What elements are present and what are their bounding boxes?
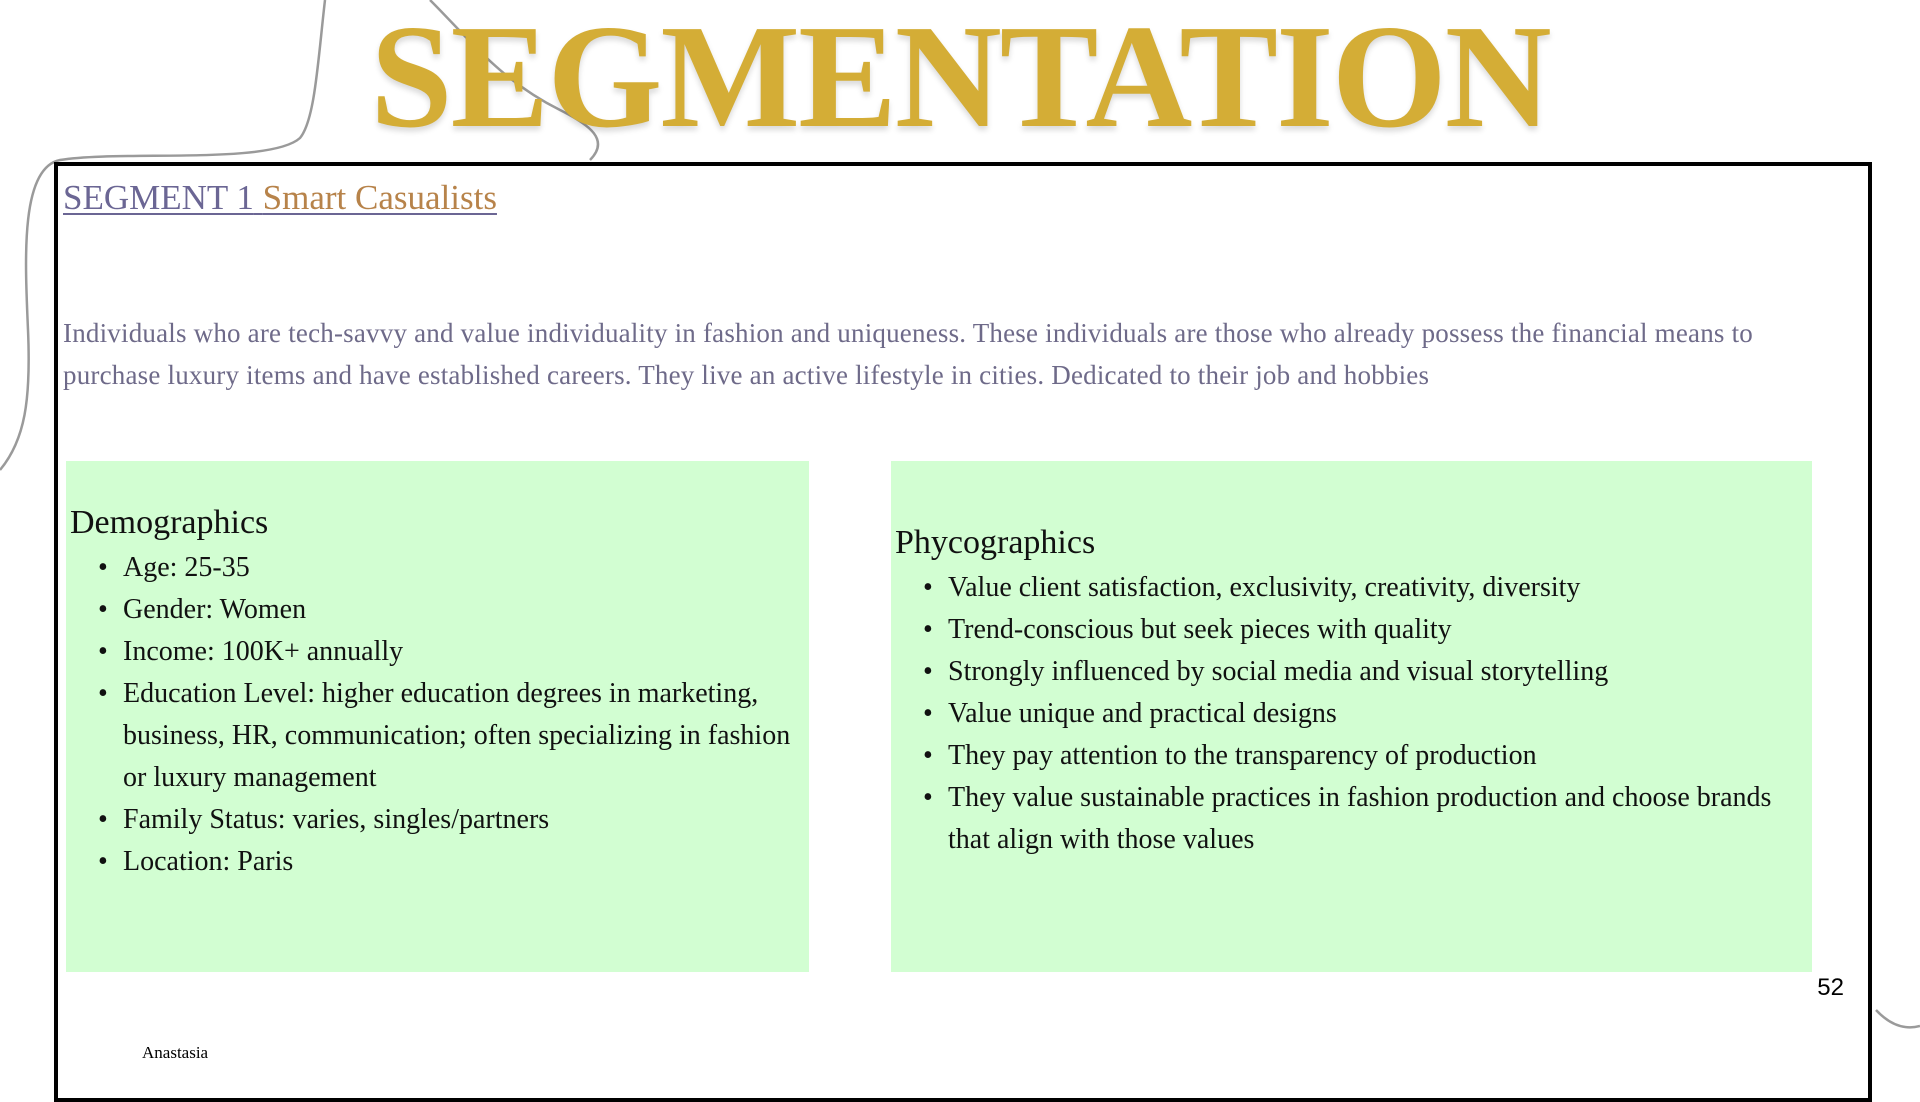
list-item-text: Trend-conscious but seek pieces with quality	[948, 614, 1452, 645]
demographics-panel	[66, 461, 809, 972]
bullet-icon: •	[98, 846, 108, 877]
bullet-icon: •	[923, 656, 933, 687]
bullet-icon: •	[923, 614, 933, 645]
slide-title: SEGMENTATION	[370, 0, 1550, 159]
bullet-icon: •	[98, 594, 108, 625]
page-number: 52	[1817, 974, 1844, 1001]
list-item-text: Family Status: varies, singles/partners	[123, 804, 550, 835]
list-item	[98, 799, 809, 841]
bullet-icon: •	[98, 678, 108, 709]
psychographics-list	[895, 567, 1812, 861]
list-item-text: Income: 100K+ annually	[123, 636, 404, 667]
list-item	[98, 589, 809, 631]
decorative-curve-right	[1876, 1010, 1920, 1027]
list-item-text: Value unique and practical designs	[948, 698, 1337, 729]
list-item	[98, 631, 809, 673]
segment-description: Individuals who are tech-savvy and value individuality in fashion and uniqueness. These individuals are those who already possess the financial means to purchase luxury items and have established careers. They live an active lifestyle in cities. Dedicated to their job and hobbies	[63, 318, 1753, 390]
list-item	[98, 547, 809, 589]
demographics-title: Demographics	[70, 504, 269, 541]
list-item	[923, 693, 1812, 735]
list-item-text: Location: Paris	[123, 846, 294, 877]
list-item-text: Education Level: higher education degrees in marketing, business, HR, communication; often specializing in fashion or luxury management	[123, 678, 791, 793]
author-name: Anastasia	[142, 1043, 209, 1062]
segment-name: Smart Casualists	[262, 178, 497, 217]
list-item	[923, 651, 1812, 693]
psychographics-panel	[891, 461, 1812, 972]
bullet-icon: •	[923, 698, 933, 729]
bullet-icon: •	[98, 552, 108, 583]
bullet-icon: •	[923, 572, 933, 603]
list-item-text: Value client satisfaction, exclusivity, creativity, diversity	[948, 572, 1581, 603]
segment-heading	[63, 176, 497, 220]
bullet-icon: •	[98, 804, 108, 835]
bullet-icon: •	[923, 782, 933, 813]
segment-number-label: SEGMENT 1	[63, 178, 254, 217]
list-item	[923, 609, 1812, 651]
list-item-text: Strongly influenced by social media and visual storytelling	[948, 656, 1609, 687]
list-item	[923, 777, 1812, 861]
list-item	[98, 673, 809, 799]
list-item	[923, 567, 1812, 609]
list-item-text: Age: 25-35	[123, 552, 250, 583]
demographics-list	[70, 547, 809, 883]
list-item	[923, 735, 1812, 777]
list-item-text: They value sustainable practices in fashion production and choose brands that align with those values	[948, 782, 1772, 855]
bullet-icon: •	[98, 636, 108, 667]
list-item-text: Gender: Women	[123, 594, 307, 625]
psychographics-title: Phycographics	[895, 524, 1096, 561]
segment-heading-spacer	[254, 178, 263, 217]
list-item-text: They pay attention to the transparency of production	[948, 740, 1537, 771]
list-item	[98, 841, 809, 883]
bullet-icon: •	[923, 740, 933, 771]
